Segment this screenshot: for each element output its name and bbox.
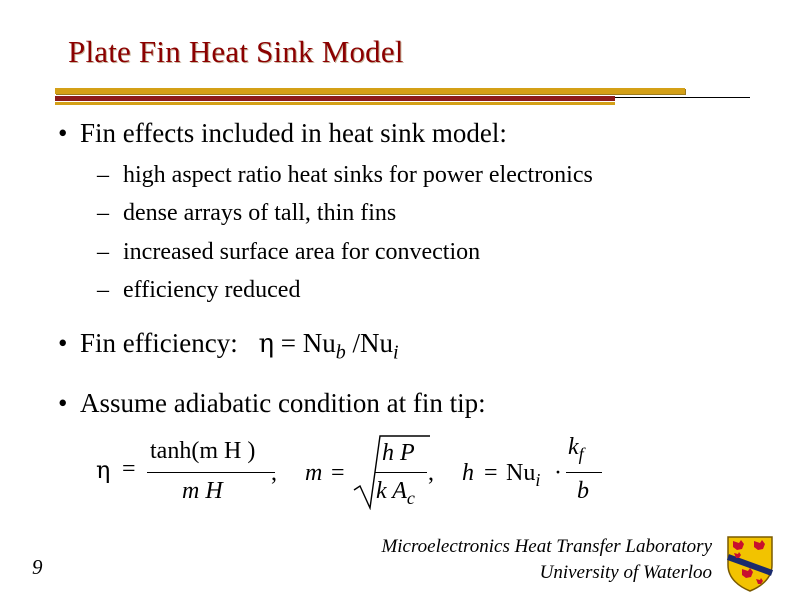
page-title: Plate Fin Heat Sink Model <box>68 34 404 69</box>
university-crest-icon <box>726 535 774 593</box>
h-denominator: b <box>577 478 589 504</box>
subscript-b: b <box>335 341 346 364</box>
title-rule-gold <box>55 88 685 94</box>
comma: , <box>271 460 277 486</box>
dash-marker: – <box>97 162 109 188</box>
dash-marker: – <box>97 277 109 303</box>
slash: / <box>352 328 361 358</box>
bullet-marker: • <box>58 118 68 148</box>
page-number: 9 <box>32 555 43 579</box>
bullet-text: Fin efficiency: <box>80 328 238 358</box>
equals-sign: = <box>280 328 297 358</box>
bullet-marker: • <box>58 328 68 358</box>
dash-marker: – <box>97 239 109 265</box>
dash-marker: – <box>97 200 109 226</box>
fraction-bar <box>566 472 602 473</box>
equals-sign: = <box>122 456 136 482</box>
sub-item <box>97 277 300 304</box>
bullet-marker: • <box>58 388 68 418</box>
footer-lab-name: Microelectronics Heat Transfer Laboratory <box>381 536 712 557</box>
sub-item <box>97 162 593 189</box>
bullet-fin-efficiency <box>58 328 399 364</box>
efficiency-equation <box>258 328 399 364</box>
sub-item-text: increased surface area for convection <box>123 239 481 265</box>
m-symbol: m <box>305 460 323 486</box>
title-rule-thin <box>615 97 750 98</box>
m-numerator: h P <box>382 440 415 466</box>
subscript-i: i <box>393 341 399 364</box>
title-rule-red <box>55 96 615 101</box>
eta-numerator: tanh(m H ) <box>150 438 256 464</box>
fraction-bar <box>375 472 427 473</box>
nusselt-b: Nu <box>302 328 336 358</box>
sub-item-text: efficiency reduced <box>123 277 301 303</box>
eta-symbol: η <box>96 456 111 484</box>
sub-item-text: high aspect ratio heat sinks for power electronics <box>123 162 593 188</box>
bullet-adiabatic <box>58 388 486 419</box>
equals-sign: = <box>484 460 498 486</box>
dot-operator: · <box>554 460 562 486</box>
bullet-text: Assume adiabatic condition at fin tip: <box>80 388 486 418</box>
eta-denominator: m H <box>182 478 223 504</box>
equals-sign: = <box>331 460 345 486</box>
sub-item <box>97 239 480 266</box>
m-denominator: k $A_c$ <box>376 478 415 508</box>
sub-item <box>97 200 396 227</box>
title-rule-gold-lower <box>55 102 615 105</box>
bullet-fin-effects <box>58 118 507 149</box>
eta-symbol: η <box>258 329 275 359</box>
bullet-text: Fin effects included in heat sink model: <box>80 118 507 148</box>
h-numerator: $k_f$ <box>568 434 584 464</box>
nusselt-i: $Nu_i$ <box>506 460 541 490</box>
footer-university: University of Waterloo <box>539 562 712 583</box>
fraction-bar <box>147 472 275 473</box>
nusselt-i: Nu <box>360 328 394 358</box>
h-symbol: h <box>462 460 474 486</box>
comma: , <box>428 460 434 486</box>
sub-item-text: dense arrays of tall, thin fins <box>123 200 397 226</box>
